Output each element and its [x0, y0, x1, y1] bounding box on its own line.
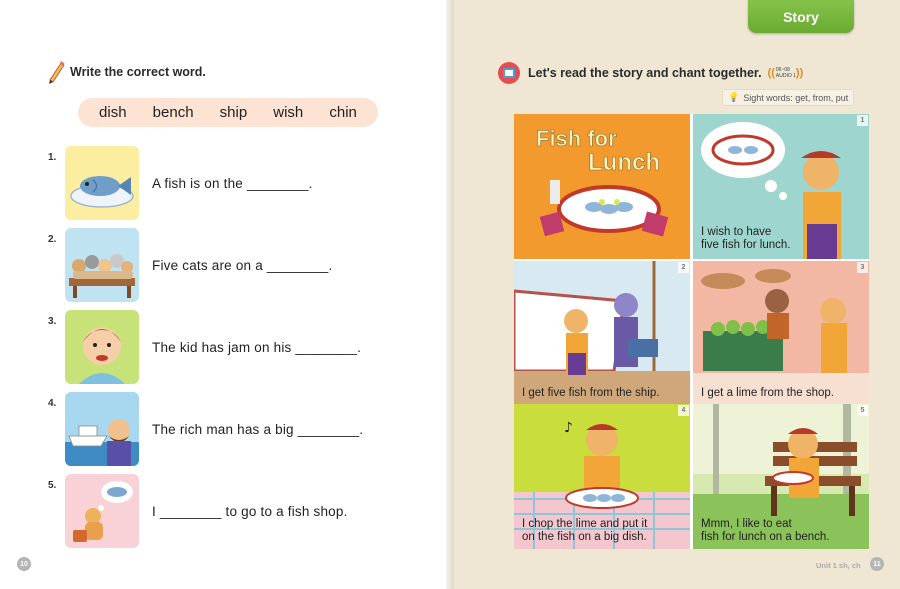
word-bank-item: wish	[273, 104, 304, 121]
caption-line: on the fish on a big dish.	[522, 531, 647, 543]
write-instruction	[46, 60, 206, 84]
question-text: The rich man has a big ________.	[152, 422, 364, 437]
panel-number: 3	[857, 262, 868, 273]
panel-number: 5	[857, 405, 868, 416]
svg-text:♪: ♪	[564, 420, 573, 436]
sight-words-box	[722, 89, 854, 106]
rich-man-ship-illustration	[65, 392, 139, 466]
title-panel	[514, 114, 690, 259]
caption-line: I wish to have	[701, 226, 772, 238]
panel-caption	[701, 387, 834, 400]
question-text: I ________ to go to a fish shop.	[152, 504, 348, 519]
unit-footer: Unit 1 sh, ch	[816, 561, 861, 570]
word-bank-item: bench	[152, 104, 194, 121]
audio-button[interactable]	[768, 67, 804, 79]
question-3	[48, 310, 438, 386]
question-2	[48, 228, 438, 304]
caption-line: I chop the lime and put it	[522, 518, 648, 530]
word-bank	[78, 98, 378, 127]
panel-caption	[522, 518, 647, 544]
story-panel-1	[693, 114, 869, 259]
question-1	[48, 146, 438, 222]
question-text: The kid has jam on his ________.	[152, 340, 362, 355]
panel-caption	[701, 226, 790, 252]
panel-caption	[701, 518, 830, 544]
question-number: 3.	[48, 316, 57, 327]
word-bank-item: chin	[329, 104, 357, 121]
word-bank-item: dish	[99, 104, 127, 121]
story-panel-3	[693, 261, 869, 406]
cat-wishing-illustration	[65, 474, 139, 548]
story-title-line1: Fish for	[536, 126, 617, 151]
question-number: 5.	[48, 480, 57, 491]
panel-caption	[522, 387, 659, 400]
instruction-text: Write the correct word.	[70, 65, 206, 79]
kid-with-jam-illustration	[65, 310, 139, 384]
sight-words-text: Sight words: get, from, put	[743, 92, 849, 103]
panel-number: 2	[678, 262, 689, 273]
page-number-left: 10	[17, 557, 31, 571]
story-title-line2: Lunch	[588, 149, 660, 176]
right-page	[450, 0, 900, 589]
question-number: 2.	[48, 234, 57, 245]
read-instruction	[496, 60, 803, 86]
book-icon	[496, 60, 522, 86]
story-panel-5	[693, 404, 869, 549]
story-comic	[514, 114, 869, 549]
fish-on-dish-illustration	[65, 146, 139, 220]
audio-label: AUDIO 1	[775, 73, 796, 79]
question-4	[48, 392, 438, 468]
story-panel-4	[514, 404, 690, 549]
audio-icon: ((	[767, 67, 775, 79]
audio-icon: ))	[795, 67, 804, 79]
book-spine	[446, 0, 454, 589]
page-number-right: 11	[870, 557, 884, 571]
story-tab[interactable]: Story	[748, 0, 854, 33]
question-5	[48, 474, 438, 550]
caption-line: fish for lunch on a bench.	[701, 531, 830, 543]
caption-line: five fish for lunch.	[701, 239, 791, 251]
cats-on-bench-illustration	[65, 228, 139, 302]
question-text: Five cats are on a ________.	[152, 258, 333, 273]
read-instruction-text: Let's read the story and chant together.	[528, 66, 762, 80]
panel-number: 1	[857, 115, 868, 126]
story-panel-2	[514, 261, 690, 406]
pencil-icon	[46, 60, 66, 84]
question-number: 4.	[48, 398, 57, 409]
word-bank-item: ship	[219, 104, 248, 121]
panel-number: 4	[678, 405, 689, 416]
caption-line: I get a lime from the shop.	[701, 387, 834, 399]
caption-line: Mmm, I like to eat	[701, 518, 792, 530]
lightbulb-icon: 💡	[728, 92, 740, 102]
audio-track: 06~08	[775, 67, 790, 73]
question-text: A fish is on the ________.	[152, 176, 313, 191]
question-number: 1.	[48, 152, 57, 163]
caption-line: I get five fish from the ship.	[522, 387, 660, 399]
